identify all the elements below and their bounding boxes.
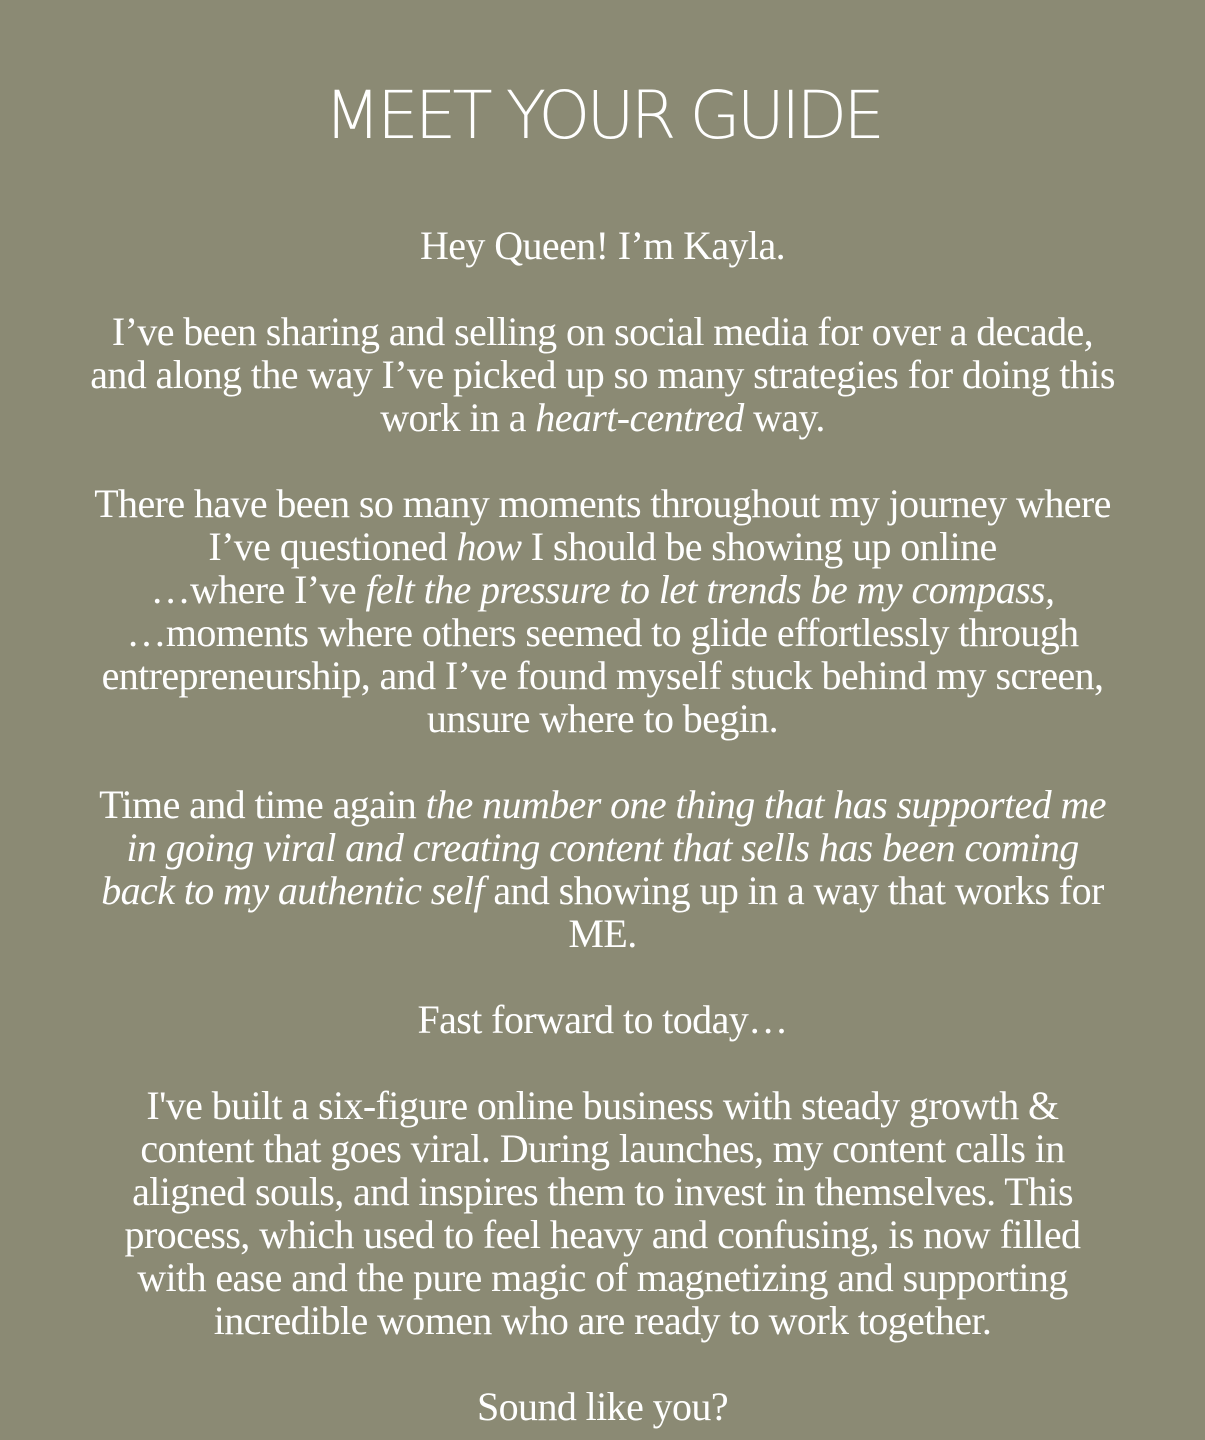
intro-text: I’ve been sharing and selling on social media for over a decade, and along the way I’ve picked up so many strategies for doing this work in a [90,309,1115,440]
journey-pressure-lead: …where I’ve [150,567,366,612]
authentic-text-end: and showing up in a way that works for ME. [483,868,1104,956]
authentic-emphasis: the number one thing that has supported me in going viral and creating content that sells has been coming back to my authentic self [101,782,1106,913]
journey-text-online: I should be showing up online [521,524,997,569]
journey-pressure-emphasis: felt the pressure to let trends be my compass, [365,567,1055,612]
guide-bio [90,224,1115,1428]
closing-question: Sound like you? [477,1384,728,1429]
journey-text: There have been so many moments throughout my journey where I’ve questioned [94,481,1111,569]
journey-emphasis-how: how [456,524,522,569]
authentic-paragraph [90,783,1115,955]
journey-pressure-line [90,568,1115,611]
intro-text-end: way. [743,395,825,440]
intro-paragraph [90,310,1115,439]
page-title: MEET YOUR GUIDE [324,77,881,154]
fast-forward-paragraph: Fast forward to today… [417,997,788,1042]
intro-emphasis: heart-centred [535,395,744,440]
journey-moments-line: …moments where others seemed to glide effortlessly through entrepreneurship, and I’ve found myself stuck behind my screen, unsure where to begin. [101,610,1104,741]
journey-paragraph [90,482,1115,740]
greeting: Hey Queen! I’m Kayla. [419,223,786,268]
business-paragraph: I've built a six-figure online business with steady growth & content that goes viral. During launches, my content calls in aligned souls, and inspires them to invest in themselves. This process, which used to feel heavy and confusing, is now filled with ease and the pure magic of magnetizing and supporting incredible women who are ready to work together. [124,1083,1081,1343]
authentic-text: Time and time again [99,782,426,827]
